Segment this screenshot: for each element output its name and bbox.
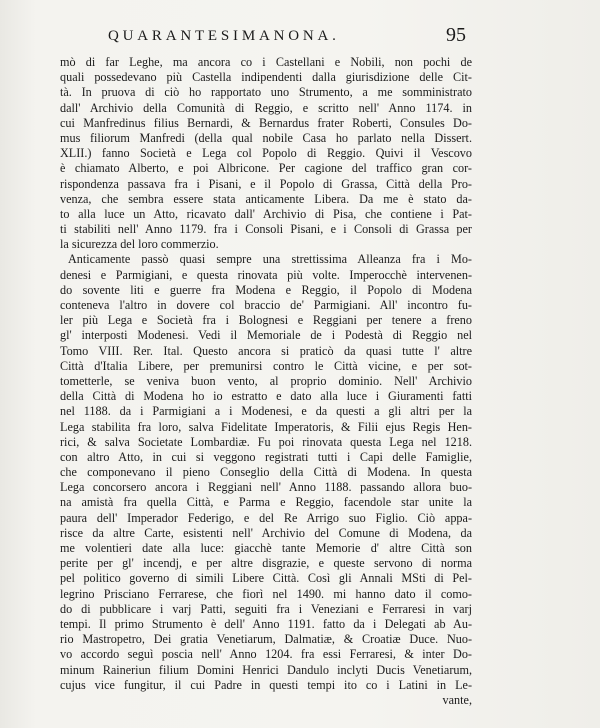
text-line: Tomo VIII. Rer. Ital. Questo ancora si praticò da quasi tutte l' altre xyxy=(60,343,472,358)
text-line: do di pubblicare i varj Patti, seguiti fra i Veneziani e Ferraresi in varj xyxy=(60,601,472,616)
text-line: rici, & salva Societate Lombardiæ. Fu poi rinovata questa Lega nel 1218. xyxy=(60,434,472,449)
text-line: è chiamato Alberto, e poi Albricone. Per cagione del traffico gran cor- xyxy=(60,161,472,176)
text-line: gl' interposti Modenesi. Vedi il Memoriale de i Podestà di Reggio nel xyxy=(60,328,472,343)
text-line: nel 1188. da i Parmigiani a i Modenesi, e da questi a gli altri per la xyxy=(60,404,472,419)
text-line: paura dell' Imperador Federigo, e del Re Arrigo suo Figlio. Ciò appa- xyxy=(60,510,472,525)
text-line: XLII.) fanno Società e Lega col Popolo di Reggio. Quivi il Vescovo xyxy=(60,146,472,161)
running-title: QUARANTESIMANONA. xyxy=(108,28,340,44)
text-line: perite per gl' incendj, e per altre disgrazie, e queste servono di norma xyxy=(60,556,472,571)
text-line: me volentieri date alla luce: giacchè tante Memorie d' altre Città son xyxy=(60,541,472,555)
text-line: la sicurezza del loro commerzio. xyxy=(60,237,219,252)
body-text xyxy=(60,55,472,708)
text-line: mus filiorum Manfredi (della qual nobile Casa ho parlato nella Dissert. xyxy=(60,130,472,145)
text-line: conteneva l'altro in dovere col braccio de' Parmigiani. All' incontro fu- xyxy=(60,298,472,312)
text-line: Anticamente passò quasi sempre una strettissima Alleanza fra i Mo- xyxy=(68,252,472,267)
text-line: tometterle, se veniva buon vento, al proprio dominio. Nell' Archivio xyxy=(60,373,472,388)
text-line: risce da altre Carte, esistenti nell' Archivio del Comune di Modena, da xyxy=(60,525,472,540)
text-line: ler più Lega e Società fra i Bolognesi e Reggiani per tenere a freno xyxy=(60,313,472,328)
text-line: denesi e Parmigiani, e questa rinovata più volte. Imperocchè intervenen- xyxy=(60,267,472,282)
text-line: mò di far Leghe, ma ancora co i Castellani e Nobili, non pochi de xyxy=(60,55,472,69)
text-line: Lega stabilita fra loro, salva Fidelitate Imperatoris, & Filii ejus Regis Hen- xyxy=(60,419,472,434)
text-line: vante, xyxy=(442,692,472,707)
text-line: legrino Prisciano Ferrarese, che fiorì nel 1490. mi hanno dato il como- xyxy=(60,586,472,601)
text-line: con altro Atto, in cui si veggono registrati tutti i Capi delle Famiglie, xyxy=(60,449,472,464)
text-line: della Città di Modena ho io estratto e dato alla luce i Giuramenti fatti xyxy=(60,389,472,404)
text-line: cui Manfredinus filius Bernardi, & Bernardus frater Roberti, Consules Do- xyxy=(60,115,472,130)
text-line: to alla luce un Atto, ricavato dall' Archivio di Pisa, che contiene i Pat- xyxy=(60,206,472,221)
text-line: rio Mastropetro, Dei gratia Venetiarum, Dalmatiæ, & Croatiæ Duce. Nuo- xyxy=(60,632,472,647)
text-line: tà. In pruova di ciò ho rapportato uno Strumento, a me somministrato xyxy=(60,85,472,100)
text-line: Città d'Italia Libere, per premunirsi contro le Città vicine, e per sot- xyxy=(60,358,472,373)
text-line: Lega concorsero ancora i Reggiani nell' Anno 1188. passando allora buo- xyxy=(60,480,472,495)
page-number: 95 xyxy=(446,24,466,46)
text-line: rispondenza passava fra i Pisani, e il Popolo di Grassa, Città della Pro- xyxy=(60,176,472,191)
text-line: quali possedevano più Castella indipendenti dalla giurisdizione delle Cit- xyxy=(60,70,472,85)
text-line: ti stabiliti nell' Anno 1179. fra i Consoli Pisani, e i Consoli di Grassa per xyxy=(60,222,472,237)
text-line: do sovente liti e guerre fra Modena e Reggio, il Popolo di Modena xyxy=(60,282,472,297)
text-line: cujus vice fungitur, il cui Padre in questi tempi ito co i Latini in Le- xyxy=(60,677,472,692)
text-line: vo accordo seguì poscia nell' Anno 1204. fra essi Ferraresi, & inter Do- xyxy=(60,647,472,662)
text-line: che componevano il pieno Conseglio della Città di Modena. In questa xyxy=(60,465,472,480)
text-line: na amistà fra quella Città, e Parma e Reggio, facendole star unite la xyxy=(60,495,472,510)
text-line: dall' Archivio della Comunità di Reggio, e scritto nell' Anno 1174. in xyxy=(60,100,472,115)
text-line: pel politico governo di simili Libere Città. Così gli Annali MSti di Pel- xyxy=(60,571,472,586)
text-line: tempi. Il primo Strumento è dell' Anno 1191. fatto da i Delegati ab Au- xyxy=(60,616,472,631)
text-line: minum Raineriun filium Domini Henrici Dandulo inclyti Ducis Venetiarum, xyxy=(60,662,472,677)
text-line: venza, che sembra essere stata anticamente Libera. Da me è stato da- xyxy=(60,191,472,206)
